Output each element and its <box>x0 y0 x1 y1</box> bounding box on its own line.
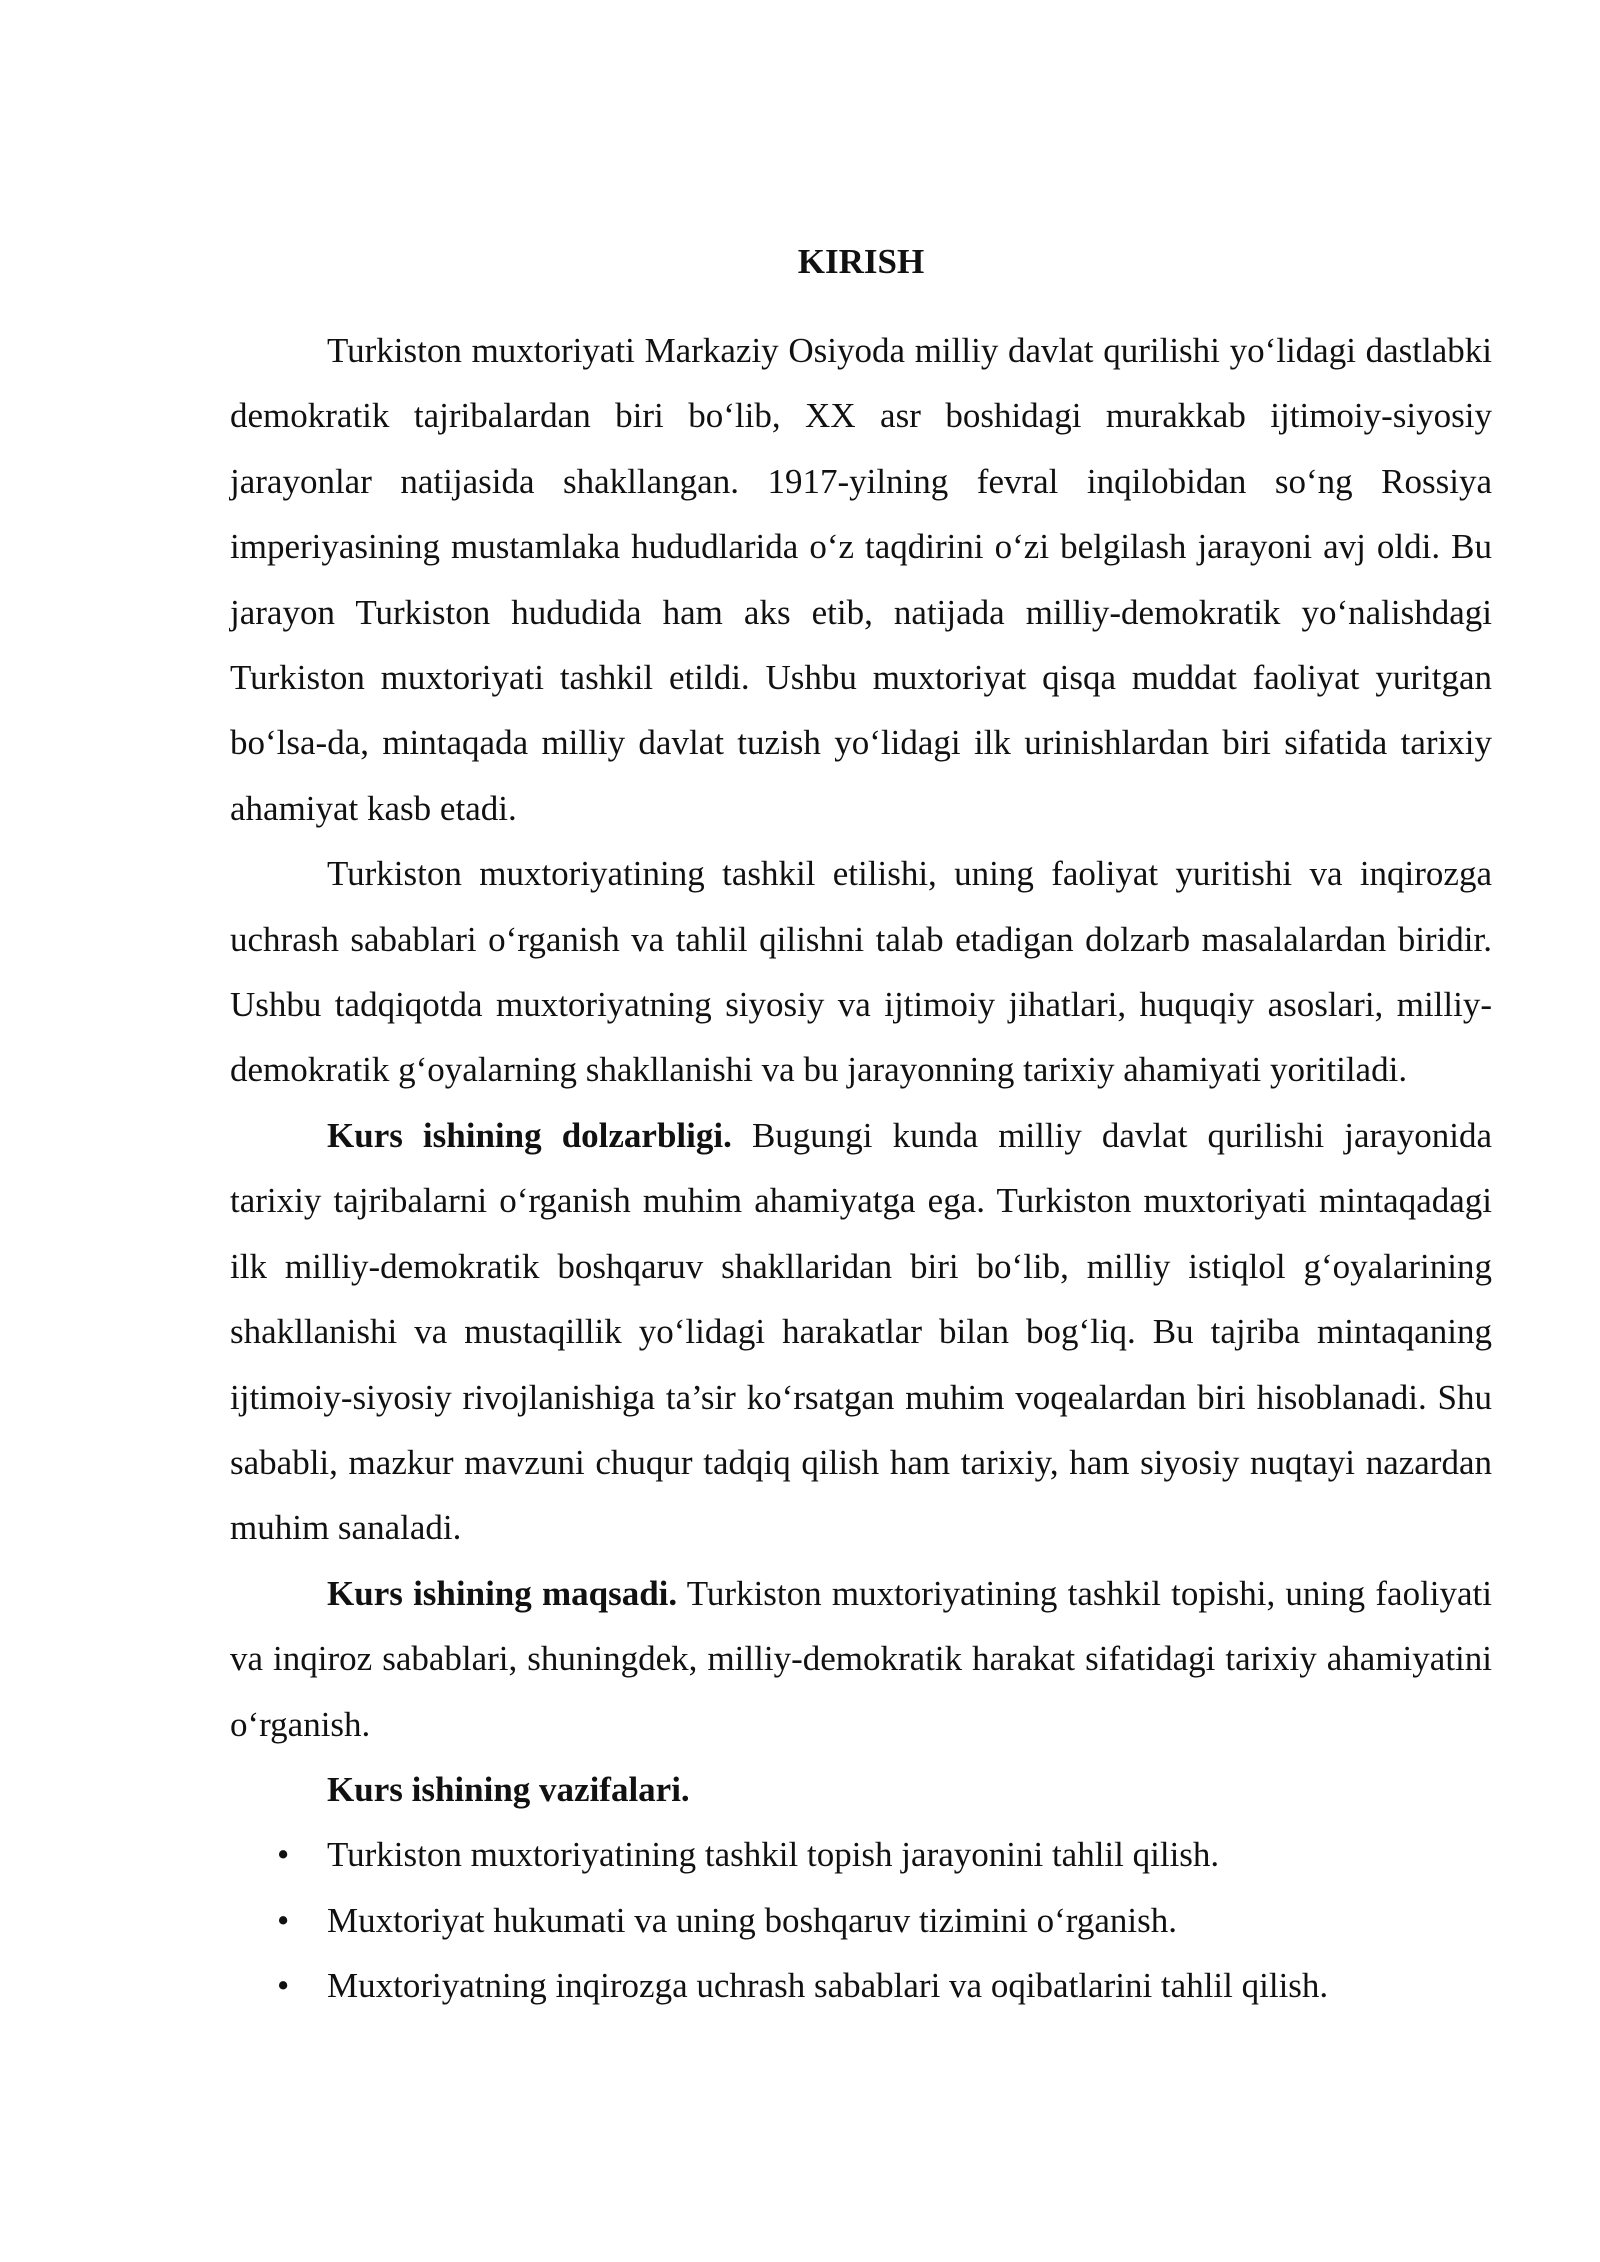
list-item-text: Muxtoriyat hukumati va uning boshqaruv tizimini o‘rganish. <box>327 1900 1177 1940</box>
paragraph-intro <box>230 318 1492 841</box>
paragraph-text: Turkiston muxtoriyati Markaziy Osiyoda milliy davlat qurilishi yo‘lidagi dastlabki demokratik tajribalardan biri bo‘lib, XX asr boshidagi murakkab ijtimoiy-siyosiy jarayonlar natijasida shakllangan. 1917-yilning fevral inqilobidan so‘ng Rossiya imperiyasining mustamlaka hududlarida o‘z taqdirini o‘zi belgilash jarayoni avj oldi. Bu jarayon Turkiston hududida ham aks etib, natijada milliy-demokratik yo‘nalishdagi Turkiston muxtoriyati tashkil etildi. Ushbu muxtoriyat qisqa muddat faoliyat yuritgan bo‘lsa-da, mintaqada milliy davlat tuzish yo‘lidagi ilk urinishlardan biri sifatida tarixiy ahamiyat kasb etadi. <box>230 331 1492 828</box>
document-page <box>230 236 1492 2019</box>
paragraph-study <box>230 841 1492 1103</box>
paragraph-relevance <box>230 1103 1492 1561</box>
paragraph-text: Turkiston muxtoriyatining tashkil topishi, uning faoliyati va inqiroz sabablari, shuningdek, milliy-demokratik harakat sifatidagi tarixiy ahamiyatini o‘rganish. <box>230 1573 1492 1744</box>
list-item-text: Muxtoriyatning inqirozga uchrash sabablari va oqibatlarini tahlil qilish. <box>327 1966 1329 2006</box>
list-item <box>230 1888 1492 1953</box>
list-item-text: Turkiston muxtoriyatining tashkil topish jarayonini tahlil qilish. <box>327 1835 1220 1875</box>
paragraph-text: Bugungi kunda milliy davlat qurilishi jarayonida tarixiy tajribalarni o‘rganish muhim ahamiyatga ega. Turkiston muxtoriyati mintaqadagi ilk milliy-demokratik boshqaruv shakllaridan biri bo‘lib, milliy istiqlol g‘oyalarining shakllanishi va mustaqillik yo‘lidagi harakatlar bilan bog‘liq. Bu tajriba mintaqaning ijtimoiy-siyosiy rivojlanishiga ta’sir ko‘rsatgan muhim voqealardan biri hisoblanadi. Shu sababli, mazkur mavzuni chuqur tadqiq qilish ham tarixiy, ham siyosiy nuqtayi nazardan muhim sanaladi. <box>230 1115 1492 1548</box>
tasks-list <box>230 1822 1492 2018</box>
bullet-icon: • <box>277 1900 290 1940</box>
paragraph-goal <box>230 1561 1492 1757</box>
page-title: KIRISH <box>797 242 925 281</box>
bullet-icon: • <box>277 1835 290 1875</box>
list-item <box>230 1822 1492 1887</box>
tasks-heading: Kurs ishining vazifalari. <box>327 1769 690 1809</box>
list-item <box>230 1953 1492 2018</box>
paragraph-lead: Kurs ishining dolzarbligi. <box>327 1115 732 1155</box>
paragraph-text: Turkiston muxtoriyatining tashkil etilishi, uning faoliyat yuritishi va inqirozga uchrash sabablari o‘rganish va tahlil qilishni talab etadigan dolzarb masalalardan biridir. Ushbu tadqiqotda muxtoriyatning siyosiy va ijtimoiy jihatlari, huquqiy asoslari, milliy-demokratik g‘oyalarning shakllanishi va bu jarayonning tarixiy ahamiyati yoritiladi. <box>230 854 1492 1090</box>
paragraph-lead: Kurs ishining maqsadi. <box>327 1573 678 1613</box>
bullet-icon: • <box>277 1966 290 2006</box>
